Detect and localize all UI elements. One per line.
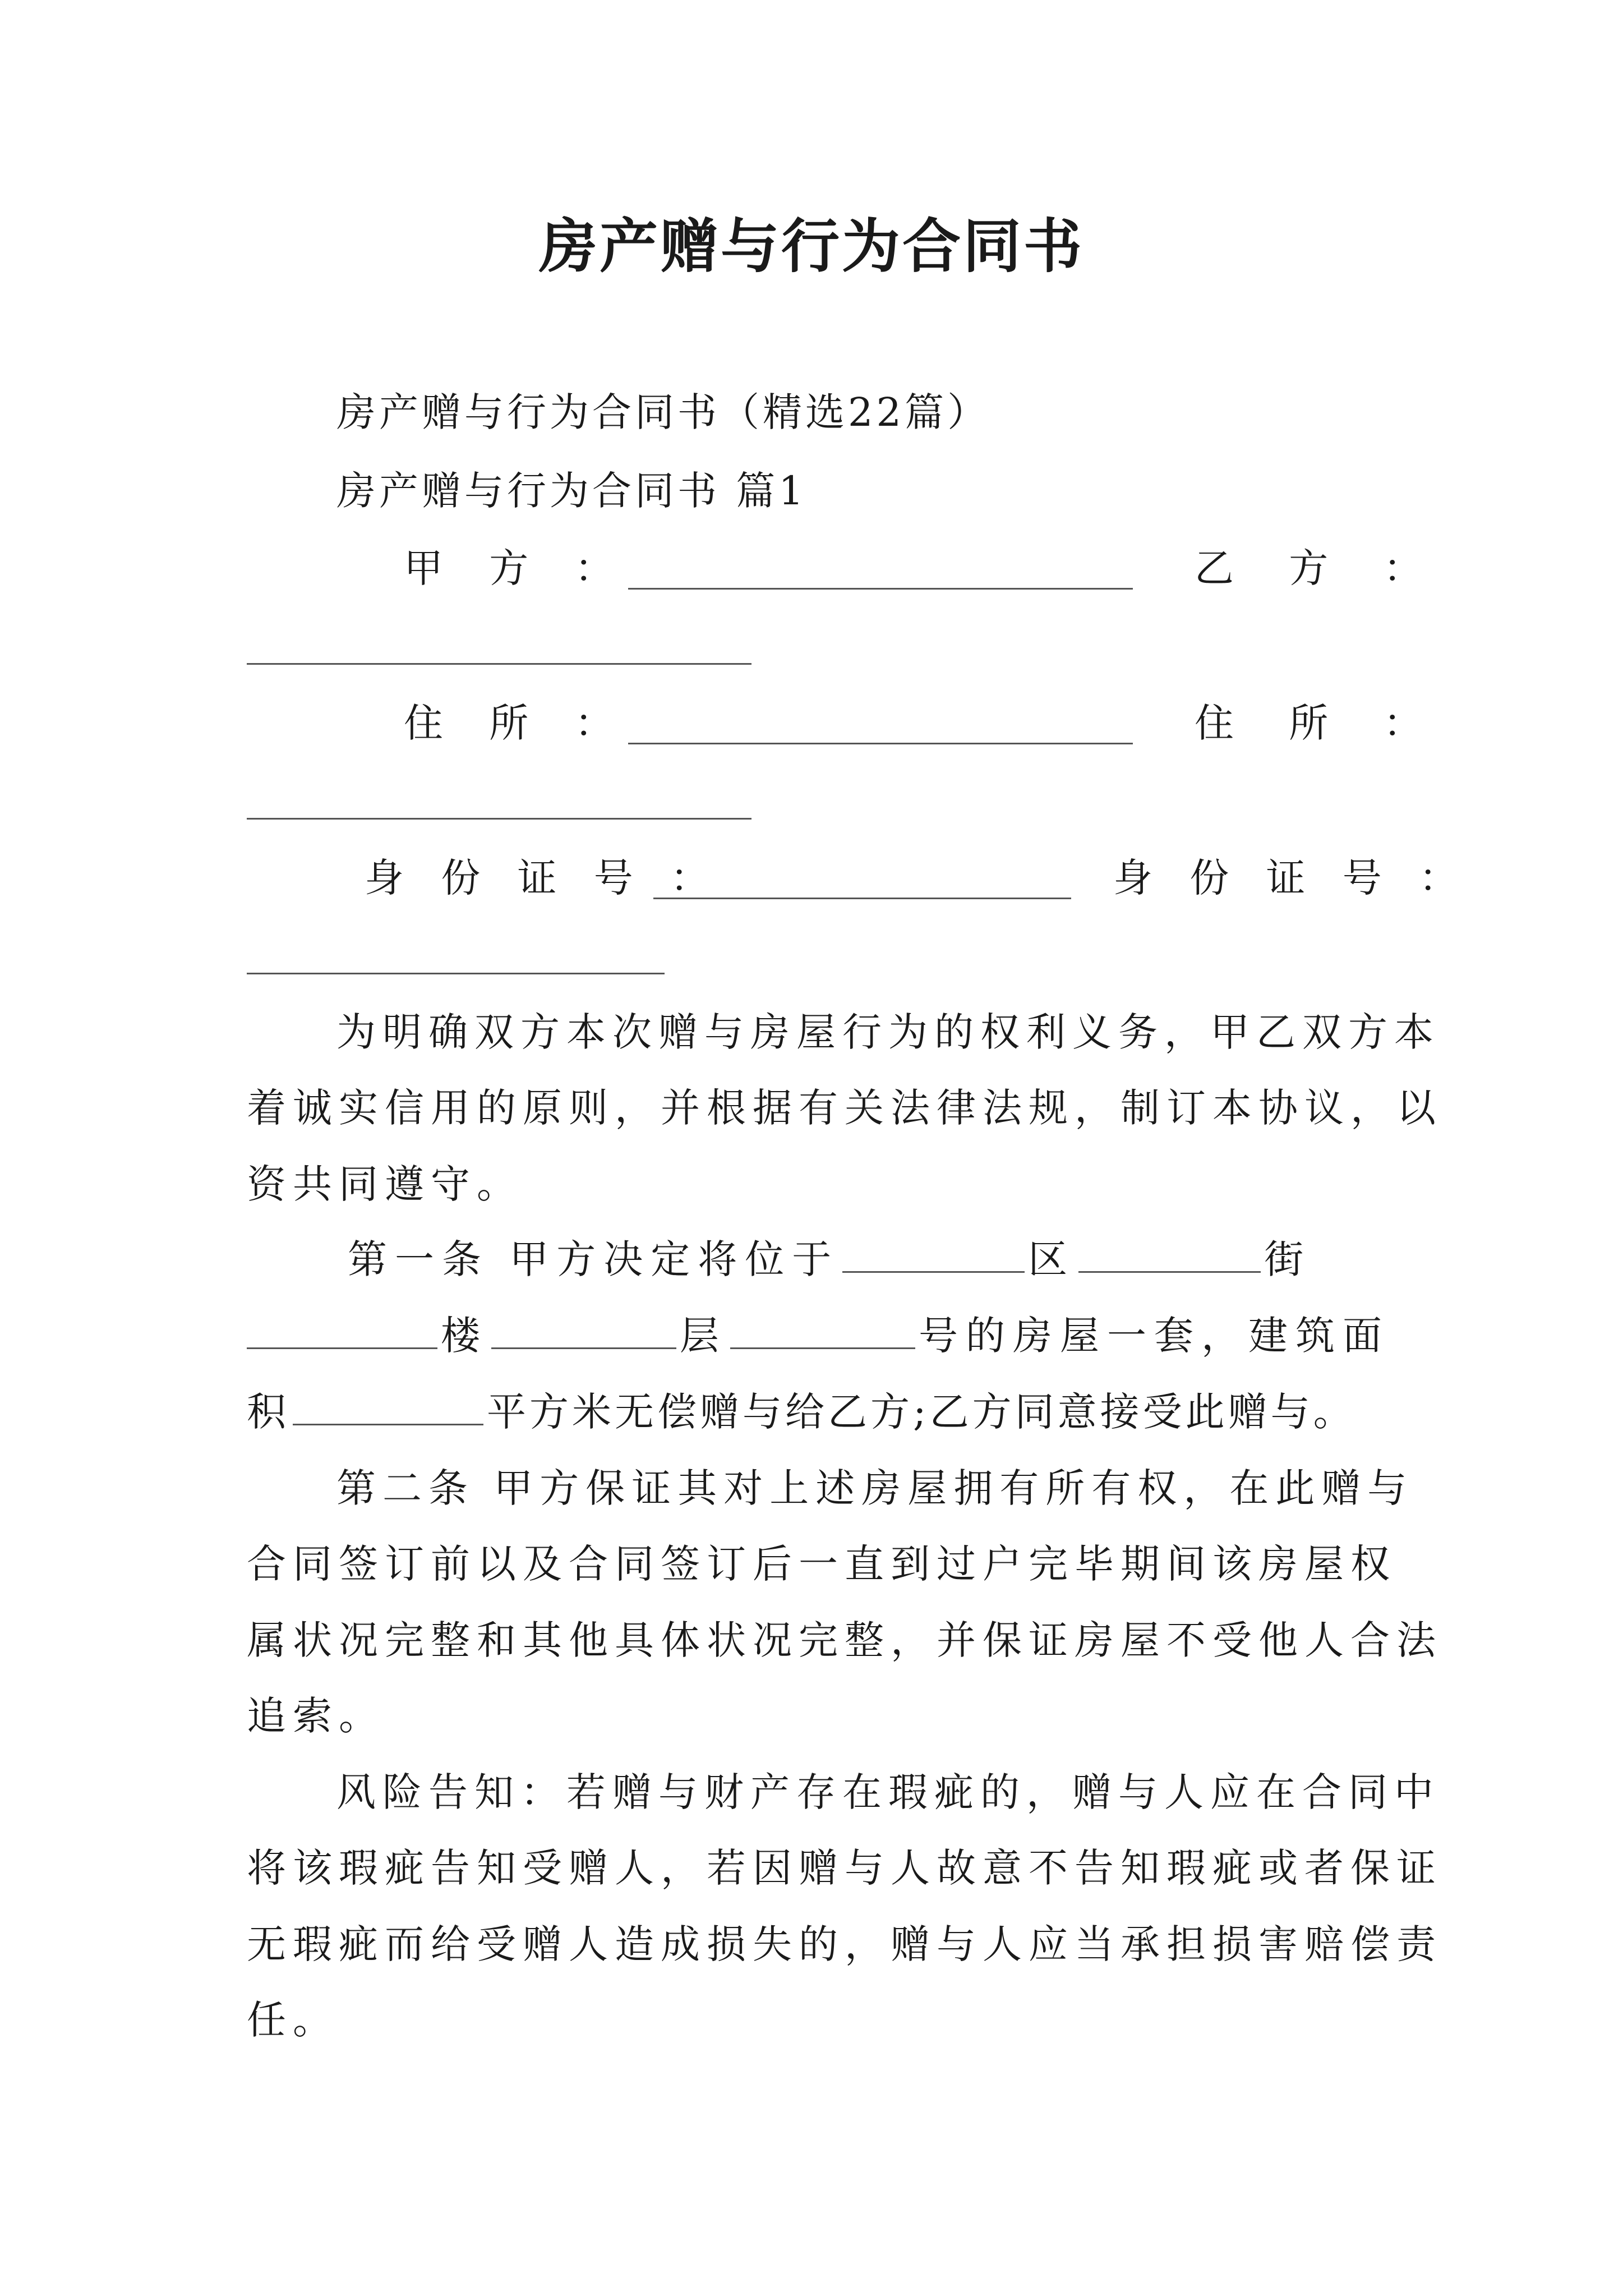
address-a-blank[interactable] [628, 743, 1133, 744]
address-b-label: 住 所 ： [1195, 700, 1444, 746]
document-subtitle: 房产赠与行为合同书（精选22篇） [336, 389, 990, 435]
article1-line-1 [348, 1236, 1312, 1282]
section-heading: 房产赠与行为合同书 篇1 [336, 468, 807, 514]
document-title: 房产赠与行为合同书 [538, 211, 1084, 280]
intro-line-1: 为明确双方本次赠与房屋行为的权利义务，甲乙双方本 [336, 1009, 1440, 1055]
district-blank[interactable] [842, 1271, 1025, 1273]
party-a-label: 甲 方 ： [404, 545, 631, 591]
article1-part-5: 层 [680, 1313, 727, 1359]
risk-line-3: 无瑕疵而给受赠人造成损失的，赠与人应当承担损害赔偿责 [247, 1921, 1442, 1967]
article1-line-3 [247, 1389, 1356, 1435]
floor-blank[interactable] [491, 1347, 676, 1349]
article2-line-1: 第二条 甲方保证其对上述房屋拥有所有权，在此赠与 [336, 1465, 1414, 1511]
risk-line-1: 风险告知：若赠与财产存在瑕疵的，赠与人应在合同中 [336, 1769, 1440, 1815]
building-blank[interactable] [247, 1347, 437, 1349]
area-blank[interactable] [293, 1424, 483, 1425]
article1-part-2: 区 [1028, 1236, 1076, 1282]
room-number-blank[interactable] [730, 1347, 915, 1349]
article2-line-2: 合同签订前以及合同签订后一直到过户完毕期间该房屋权 [247, 1541, 1396, 1587]
address-b-blank[interactable] [247, 818, 751, 820]
article1-line-2 [247, 1313, 1390, 1359]
article1-part-3: 街 [1264, 1236, 1312, 1282]
id-b-blank[interactable] [247, 973, 665, 974]
article1-part-1: 第一条 甲方决定将位于 [348, 1236, 840, 1282]
intro-line-3: 资共同遵守。 [247, 1161, 523, 1207]
intro-line-2: 着诚实信用的原则，并根据有关法律法规，制订本协议，以 [247, 1085, 1442, 1131]
article1-part-8: 平方米无偿赠与给乙方;乙方同意接受此赠与。 [487, 1389, 1356, 1435]
party-a-blank[interactable] [628, 588, 1133, 590]
id-a-blank[interactable] [653, 898, 1071, 899]
risk-line-2: 将该瑕疵告知受赠人，若因赠与人故意不告知瑕疵或者保证 [247, 1845, 1442, 1891]
article1-part-7: 积 [247, 1389, 289, 1435]
address-a-label: 住 所 ： [404, 700, 631, 746]
id-a-label: 身 份 证 号 ： [365, 855, 722, 901]
risk-line-4: 任。 [247, 1997, 339, 2043]
id-b-label: 身 份 证 号 ： [1113, 855, 1471, 901]
article2-line-3: 属状况完整和其他具体状况完整，并保证房屋不受他人合法 [247, 1617, 1442, 1663]
party-b-label: 乙 方 ： [1195, 545, 1444, 591]
party-b-blank[interactable] [247, 663, 751, 665]
article1-part-4: 楼 [441, 1313, 488, 1359]
article2-line-4: 追索。 [247, 1693, 385, 1739]
street-blank[interactable] [1078, 1271, 1261, 1273]
article1-part-6: 号的房屋一套，建筑面 [919, 1313, 1390, 1359]
